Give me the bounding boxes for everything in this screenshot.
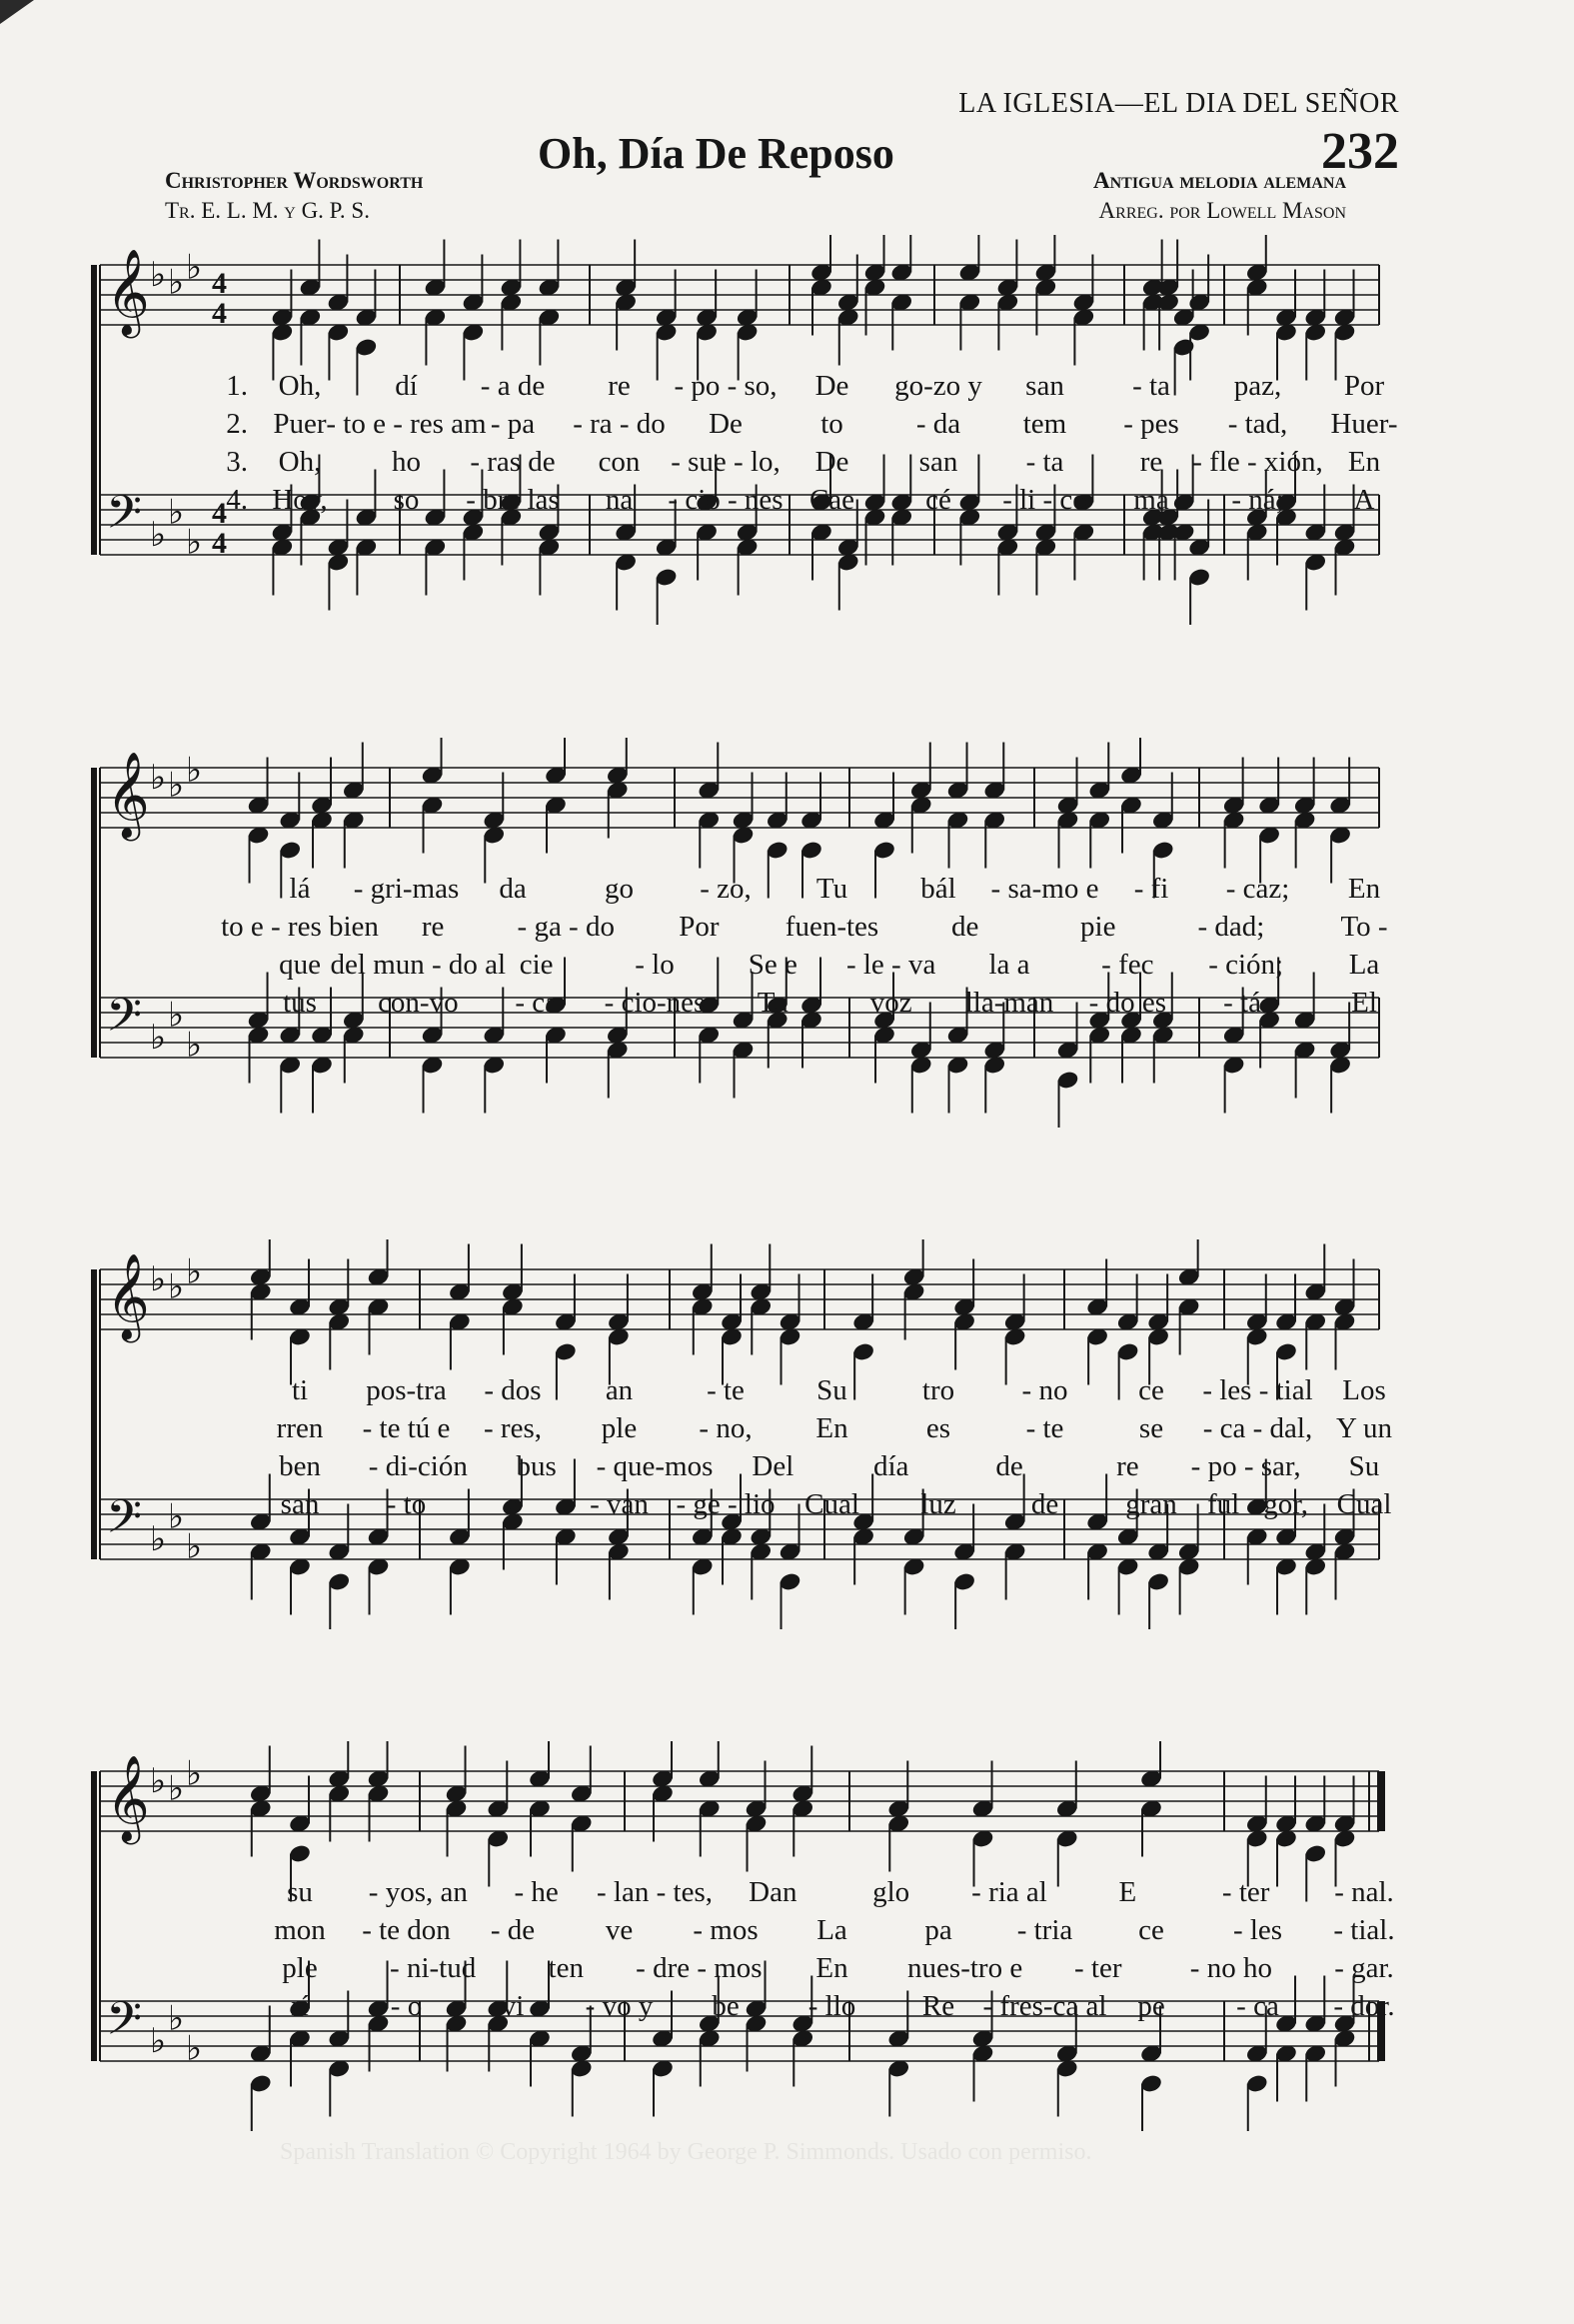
lyric-syllable: Huer- [1330, 408, 1398, 440]
lyric-syllable: - ca [1236, 1990, 1279, 2022]
lyric-syllable: - fres-ca al [982, 1990, 1107, 2022]
music-system-2 [90, 738, 1389, 1128]
flat-sign-icon: ♭ [186, 1753, 203, 1794]
lyric-line [90, 408, 1398, 442]
lyric-syllable: - he [514, 1876, 559, 1908]
lyric-syllable: Y un [1335, 1412, 1393, 1444]
treble-clef-icon: 𝄞 [106, 1253, 150, 1339]
treble-clef-icon: 𝄞 [106, 249, 150, 335]
lyric-syllable: re [421, 911, 445, 943]
flat-sign-icon: ♭ [150, 1761, 167, 1801]
lyric-syllable: día [872, 1450, 909, 1482]
lyric-syllable: - no ho [1189, 1952, 1272, 1984]
lyric-syllable: - fi [1133, 873, 1169, 905]
lyric-syllable: - bre las [466, 484, 560, 516]
lyric-syllable: - lan - tes, [597, 1876, 713, 1908]
lyric-syllable: tem [1022, 408, 1067, 440]
lyric-syllable: - sue - lo, [671, 446, 781, 478]
lyric-line [90, 1412, 1393, 1446]
lyric-syllable: - ca [515, 987, 558, 1019]
flat-sign-icon: ♭ [150, 2021, 167, 2061]
treble-time-signature-top: 4 [212, 267, 227, 300]
lyric-line [90, 370, 1389, 404]
flat-sign-icon: ♭ [150, 515, 167, 555]
lyric-syllable: - pes [1123, 408, 1179, 440]
lyric-syllable: cie [519, 949, 554, 981]
lyric-syllable: rí [291, 1990, 309, 2022]
lyric-syllable: tus [283, 987, 317, 1019]
lyric-syllable: - tad, [1227, 408, 1288, 440]
lyric-syllable: ti [291, 1374, 309, 1406]
lyric-syllable: - les - tial [1202, 1374, 1313, 1406]
lyric-syllable: de [995, 1450, 1023, 1482]
lyric-syllable: ma [1133, 484, 1169, 516]
bass-clef-icon: 𝄢 [106, 486, 143, 551]
lyric-syllable: - do es [1088, 987, 1166, 1019]
lyric-syllable: - a de [480, 370, 546, 402]
lyric-syllable: - de [490, 1914, 536, 1946]
lyric-syllable: Por [1343, 370, 1385, 402]
lyric-syllable: Por [679, 911, 720, 943]
lyric-syllable: - ta [1132, 370, 1170, 402]
tune-credit: Antigua melodia alemana [1092, 168, 1346, 193]
lyric-syllable: De [709, 408, 743, 440]
lyric-syllable: - llo [807, 1990, 856, 2022]
lyric-line [90, 987, 1389, 1021]
lyric-syllable: re [608, 370, 631, 402]
lyric-syllable: go-zo y [894, 370, 982, 402]
lyric-syllable: su [287, 1876, 313, 1908]
lyric-syllable: cé [925, 484, 951, 516]
lyric-syllable: - gar. [1334, 1952, 1394, 1984]
lyric-syllable: - sa-mo e [990, 873, 1099, 905]
lyric-syllable: - cio - nes [668, 484, 784, 516]
lyric-line [90, 1990, 1395, 2024]
flat-sign-icon: ♭ [168, 1768, 185, 1809]
lyric-syllable: Dan [749, 1876, 797, 1908]
lyric-syllable: e [506, 1488, 520, 1520]
flat-sign-icon: ♭ [150, 1259, 167, 1299]
hymn-title: Oh, Día De Reposo [538, 129, 894, 178]
flat-sign-icon: ♭ [168, 1266, 185, 1307]
lyric-syllable: mon [274, 1914, 326, 1946]
lyric-syllable: Su [1348, 1450, 1380, 1482]
lyric-syllable: En [1347, 873, 1381, 905]
lyric-syllable: del mun - do al [330, 949, 507, 981]
lyric-syllable: Tu [815, 873, 848, 905]
lyric-syllable: rren [276, 1412, 324, 1444]
bass-clef-icon: 𝄢 [106, 989, 143, 1054]
lyric-syllable: Oh, [278, 446, 322, 478]
flat-sign-icon: ♭ [186, 1025, 203, 1066]
lyric-syllable: de [950, 911, 979, 943]
flat-sign-icon: ♭ [186, 1526, 203, 1567]
bass-clef-icon: 𝄢 [106, 1992, 143, 2057]
lyric-syllable: tro [921, 1374, 955, 1406]
lyric-syllable: - no [1021, 1374, 1068, 1406]
lyric-syllable: - dos [484, 1374, 542, 1406]
treble-time-signature-bottom: 4 [212, 297, 227, 330]
lyric-syllable: - yos, an [368, 1876, 468, 1908]
lyric-syllable: to e - res bien [221, 911, 379, 943]
lyric-syllable: - ni-tud [390, 1952, 477, 1984]
flat-sign-icon: ♭ [186, 750, 203, 791]
lyric-syllable: Re [921, 1990, 955, 2022]
music-system-3 [90, 1239, 1393, 1629]
verse-number: 1. [226, 370, 248, 402]
lyric-syllable: - ter [1221, 1876, 1270, 1908]
flat-sign-icon: ♭ [186, 1251, 203, 1292]
treble-clef-icon: 𝄞 [106, 752, 150, 838]
lyric-syllable: - van [590, 1488, 649, 1520]
lyric-syllable: - ta [1025, 446, 1064, 478]
treble-clef-icon: 𝄞 [106, 1755, 150, 1841]
lyric-syllable: ho [392, 446, 421, 478]
lyric-syllable: ben [279, 1450, 321, 1482]
lyric-syllable: - ná; [1231, 484, 1284, 516]
lyric-syllable: ce [1138, 1914, 1164, 1946]
lyric-syllable: de [1030, 1488, 1059, 1520]
lyric-syllable: Del [752, 1450, 794, 1482]
lyric-syllable: - fec [1101, 949, 1154, 981]
hymn-number: 232 [1321, 123, 1399, 180]
lyrics-block [90, 235, 1398, 625]
scan-corner-shadow [0, 0, 34, 24]
lyric-syllable: - ge - lio [676, 1488, 776, 1520]
lyric-syllable: - to e - res am [326, 408, 487, 440]
copyright-notice: Spanish Translation © Copyright 1964 by George P. Simmonds. Usado con permiso. [280, 2139, 1092, 2165]
lyric-syllable: En [815, 1952, 848, 1984]
lyric-syllable: fuen-tes [785, 911, 879, 943]
lyric-syllable: - dad; [1197, 911, 1265, 943]
lyric-syllable: E [1118, 1876, 1137, 1908]
lyric-syllable: luz [920, 1488, 956, 1520]
lyric-syllable: Cual [804, 1488, 859, 1520]
section-title: LA IGLESIA—EL DIA DEL SEÑOR [958, 88, 1399, 119]
verse-number: 3. [226, 446, 248, 478]
lyric-syllable: - ca - dal, [1202, 1412, 1313, 1444]
music-system-1 [90, 235, 1398, 625]
lyric-syllable: san [918, 446, 958, 478]
flat-sign-icon: ♭ [186, 247, 203, 288]
lyric-syllable: Su [816, 1374, 847, 1406]
lyric-line [90, 873, 1389, 907]
lyrics-block [90, 1741, 1395, 2131]
lyric-syllable: gran [1125, 1488, 1177, 1520]
lyric-syllable: - le - va [845, 949, 936, 981]
flat-sign-icon: ♭ [168, 765, 185, 806]
lyric-syllable: - fle - xión, [1192, 446, 1323, 478]
lyric-syllable: be [712, 1990, 740, 2022]
lyric-syllable: Los [1342, 1374, 1386, 1406]
bass-time-signature-top: 4 [212, 497, 227, 530]
lyric-syllable: - tria [1016, 1914, 1073, 1946]
lyric-syllable: En [815, 1412, 848, 1444]
flat-sign-icon: ♭ [168, 492, 185, 533]
lyric-syllable: paz, [1233, 370, 1282, 402]
lyric-line [90, 446, 1389, 480]
lyric-syllable: - lo [635, 949, 675, 981]
lyric-syllable: go [605, 873, 634, 905]
lyric-syllable: - po - sar, [1190, 1450, 1301, 1482]
lyric-syllable: - po - so, [674, 370, 778, 402]
lyric-syllable: pa [924, 1914, 952, 1946]
lyric-syllable: so [393, 484, 420, 516]
lyric-syllable: - te don [362, 1914, 451, 1946]
lyric-line [90, 1952, 1394, 1986]
lyric-syllable: - o [390, 1990, 423, 2022]
lyric-syllable: pie [1080, 911, 1116, 943]
lyric-line [90, 1876, 1394, 1910]
lyric-syllable: - gri-mas [353, 873, 460, 905]
lyrics-block [90, 1239, 1393, 1629]
lyric-line [90, 1450, 1389, 1484]
lyric-syllable: ple [601, 1412, 638, 1444]
lyric-syllable: - res, [484, 1412, 542, 1444]
flat-sign-icon: ♭ [186, 522, 203, 563]
lyric-syllable: - te [707, 1374, 745, 1406]
lyric-syllable: - tá. [1223, 987, 1269, 1019]
lyric-syllable: El [1351, 987, 1377, 1019]
lyric-syllable: Oh, [278, 370, 322, 402]
lyric-syllable: la a [988, 949, 1030, 981]
lyric-line [90, 949, 1389, 983]
lyric-syllable: - to [386, 1488, 427, 1520]
lyric-line [90, 484, 1389, 518]
lyric-syllable: - no, [699, 1412, 753, 1444]
lyric-syllable: lá [289, 873, 311, 905]
lyric-syllable: La [816, 1914, 847, 1946]
lyric-syllable: san [1025, 370, 1064, 402]
bass-clef-icon: 𝄢 [106, 1490, 143, 1555]
lyric-syllable: voz [869, 987, 912, 1019]
verse-number: 4. [226, 484, 248, 516]
lyric-syllable: to [820, 408, 843, 440]
lyric-syllable: Hoy, [272, 484, 328, 516]
lyric-syllable: pe [1137, 1990, 1165, 2022]
lyric-syllable: - dre - mos [636, 1952, 763, 1984]
lyric-syllable: se [1138, 1412, 1164, 1444]
lyric-syllable: ten [548, 1952, 584, 1984]
flat-sign-icon: ♭ [150, 255, 167, 295]
flat-sign-icon: ♭ [186, 2028, 203, 2069]
lyric-syllable: - zo, [700, 873, 752, 905]
lyric-syllable: - ra - do [573, 408, 666, 440]
lyric-syllable: da [499, 873, 527, 905]
lyric-syllable: - mos [693, 1914, 759, 1946]
lyric-syllable: an [605, 1374, 634, 1406]
lyric-syllable: glo [872, 1876, 910, 1908]
lyric-syllable: ful - gor, [1206, 1488, 1309, 1520]
lyric-syllable: - di-ción [368, 1450, 468, 1482]
lyric-syllable: De [814, 446, 849, 478]
flat-sign-icon: ♭ [168, 1998, 185, 2039]
lyric-syllable: - te [1025, 1412, 1064, 1444]
music-system-4 [90, 1741, 1395, 2131]
lyric-syllable: Tu [757, 987, 788, 1019]
lyric-syllable: nues-tro e [907, 1952, 1023, 1984]
lyric-syllable: bus [516, 1450, 557, 1482]
lyric-syllable: con [598, 446, 641, 478]
lyric-line [90, 1374, 1389, 1408]
lyric-syllable: - cio-nes [604, 987, 706, 1019]
lyric-line [90, 1488, 1392, 1522]
lyric-syllable: - ter [1074, 1952, 1122, 1984]
lyrics-block [90, 738, 1389, 1128]
lyric-line [90, 911, 1389, 945]
lyric-syllable: dí [395, 370, 418, 402]
lyric-syllable: De [814, 370, 849, 402]
lyric-syllable: ve [605, 1914, 634, 1946]
verse-number: 2. [226, 408, 248, 440]
lyric-syllable: - te tú e [362, 1412, 451, 1444]
lyric-syllable: ple [282, 1952, 318, 1984]
lyric-syllable: Cae [808, 484, 855, 516]
lyric-syllable: lla-man [964, 987, 1054, 1019]
flat-sign-icon: ♭ [168, 1496, 185, 1537]
lyric-syllable: na [605, 484, 634, 516]
lyric-line [90, 1914, 1395, 1948]
flat-sign-icon: ♭ [168, 262, 185, 303]
lyric-syllable: - tial. [1333, 1914, 1395, 1946]
lyric-syllable: - li - co [1002, 484, 1087, 516]
lyric-syllable: - nal. [1334, 1876, 1394, 1908]
lyric-syllable: - ria al [971, 1876, 1047, 1908]
lyric-syllable: - ción; [1208, 949, 1284, 981]
bass-time-signature-bottom: 4 [212, 527, 227, 560]
lyric-syllable: bál [920, 873, 956, 905]
lyric-syllable: - ga - do [517, 911, 615, 943]
lyric-syllable: Cual [1336, 1488, 1392, 1520]
lyric-syllable: es [925, 1412, 951, 1444]
lyric-syllable: pos-tra [366, 1374, 447, 1406]
lyric-syllable: que [279, 949, 321, 981]
lyric-syllable: - caz; [1225, 873, 1290, 905]
lyric-syllable: con-vo [378, 987, 459, 1019]
translator-credit: Tr. E. L. M. y G. P. S. [165, 198, 370, 223]
lyric-syllable: - ras de [470, 446, 556, 478]
lyric-syllable: - les [1232, 1914, 1283, 1946]
lyric-syllable: re [1139, 446, 1163, 478]
lyric-syllable: - dor. [1333, 1990, 1395, 2022]
author-credit: Christopher Wordsworth [165, 168, 424, 193]
lyric-syllable: Se e [748, 949, 797, 981]
lyric-syllable: re [1116, 1450, 1139, 1482]
lyric-syllable: san [280, 1488, 320, 1520]
lyric-syllable: vi [501, 1990, 525, 2022]
lyric-syllable: To - [1340, 911, 1388, 943]
lyric-syllable: - da [915, 408, 961, 440]
lyric-syllable: - pa [490, 408, 536, 440]
flat-sign-icon: ♭ [150, 1519, 167, 1559]
lyric-syllable: Puer [273, 408, 327, 440]
lyric-syllable: - vo y [585, 1990, 654, 2022]
lyric-syllable: - que-mos [596, 1450, 714, 1482]
lyric-syllable: ce [1138, 1374, 1164, 1406]
flat-sign-icon: ♭ [168, 995, 185, 1036]
arranger-credit: Arreg. por Lowell Mason [1098, 198, 1346, 223]
lyric-syllable: En [1347, 446, 1381, 478]
flat-sign-icon: ♭ [150, 758, 167, 798]
flat-sign-icon: ♭ [150, 1018, 167, 1058]
lyric-syllable: La [1348, 949, 1380, 981]
lyric-syllable: A [1353, 484, 1375, 516]
